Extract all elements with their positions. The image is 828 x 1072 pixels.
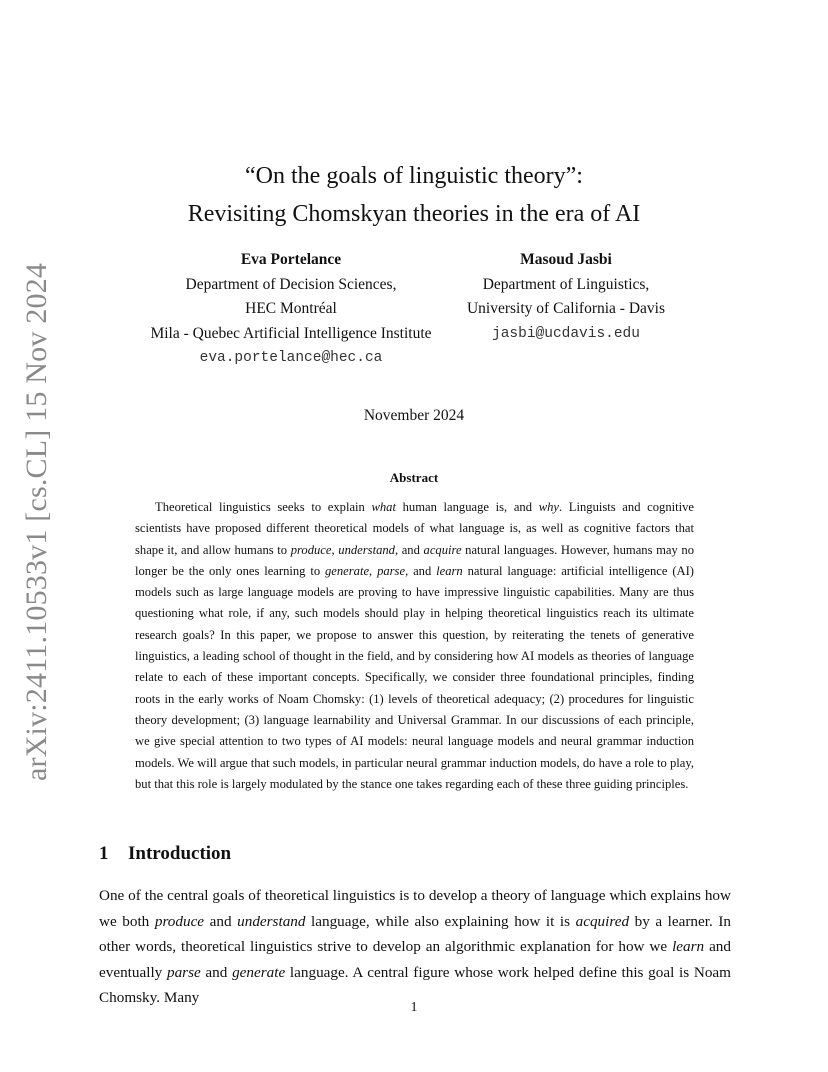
- author-eva-portelance: [126, 248, 456, 371]
- section-title: Introduction: [128, 843, 232, 864]
- author-email: eva.portelance@hec.ca: [199, 350, 383, 366]
- publication-date: November 2024: [363, 407, 465, 424]
- paper-title: [0, 157, 828, 233]
- title-line-2: Revisiting Chomskyan theories in the era of AI: [187, 201, 641, 227]
- section-heading-introduction: [99, 843, 231, 865]
- author-affiliation: HEC Montréal: [245, 300, 337, 317]
- author-name: Masoud Jasbi: [520, 251, 612, 268]
- author-email: jasbi@ucdavis.edu: [492, 325, 640, 342]
- page-number: 1: [410, 1000, 418, 1015]
- author-affiliation: University of California - Davis: [466, 300, 665, 317]
- section-number: 1: [99, 843, 109, 864]
- arxiv-id-text: arXiv:2411.10533v1 [cs.CL] 15 Nov 2024: [20, 262, 53, 782]
- author-name: Eva Portelance: [240, 251, 342, 268]
- abstract-heading: Abstract: [389, 470, 439, 485]
- title-line-1: “On the goals of linguistic theory”:: [245, 163, 583, 189]
- abstract-body: Theoretical linguistics seeks to explain what human language is, and why. Linguists and cognitive scientists have proposed different theoretical models of what language is, as well as cognitive factors that shape it, and allow humans to produce, understand, and acquire natural languages. However, humans may no longer be the only ones learning to generate, parse, and learn natural language: artificial intelligence (AI) models such as large language models are proving to have impressive linguistic capabilities. Many are thus questioning what role, if any, such models should play in helping theoretical linguistics reach its ultimate research goals? In this paper, we propose to answer this question, by reiterating the tenets of generative linguistics, a leading school of thought in the field, and by considering how AI models as theories of language relate to each of these important concepts. Specifically, we consider three foundational principles, finding roots in the early works of Noam Chomsky: (1) levels of theoretical adequacy; (2) procedures for linguistic theory development; (3) language learnability and Universal Grammar. In our discussions of each principle, we give special attention to two types of AI models: neural language models and neural grammar induction models. We will argue that such models, in particular neural grammar induction models, do have a role to play, but that this role is largely modulated by the stance one takes regarding each of these three guiding principles.: [135, 500, 694, 791]
- author-affiliation: Mila - Quebec Artificial Intelligence Institute: [150, 324, 432, 342]
- introduction-paragraph: One of the central goals of theoretical linguistics is to develop a theory of language which explains how we both produce and understand language, while also explaining how it is acquired by a learner. In other words, theoretical linguistics strive to develop an algorithmic explanation for how we learn and eventually parse and generate language. A central figure whose work helped define this goal is Noam Chomsky. Many: [99, 887, 731, 1006]
- author-masoud-jasbi: [460, 248, 672, 346]
- author-affiliation: Department of Decision Sciences,: [185, 275, 397, 293]
- author-affiliation: Department of Linguistics,: [482, 275, 650, 293]
